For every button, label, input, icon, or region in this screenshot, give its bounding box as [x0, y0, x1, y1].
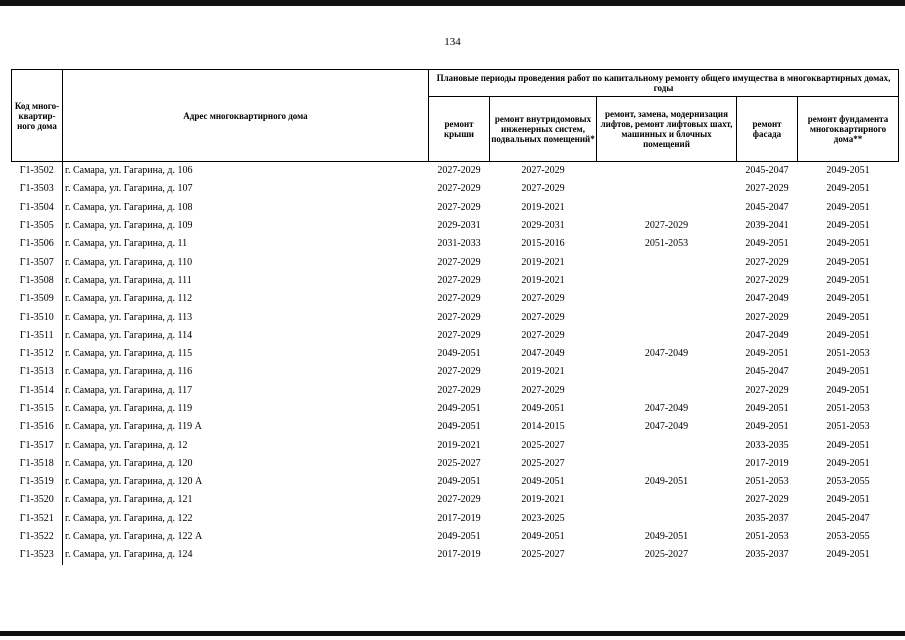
- cell-lifts: 2049-2051: [644, 531, 689, 543]
- cell-lifts: [597, 253, 737, 271]
- cell-code: Г1-3507: [12, 253, 63, 271]
- cell-code: Г1-3502: [12, 162, 63, 181]
- cell-lifts: [597, 436, 737, 454]
- header-lifts: ремонт, замена, модернизация лифтов, ремонт лифтовых шахт, машинных и блочных помещений: [597, 97, 737, 162]
- cell-facade: 2051-2053: [745, 531, 789, 543]
- cell-engineering: 2027-2029: [521, 293, 565, 305]
- cell-code: Г1-3518: [12, 455, 63, 473]
- cell-foundation: 2051-2053: [826, 348, 870, 360]
- cell-engineering: 2019-2021: [521, 274, 565, 286]
- cell-address: г. Самара, ул. Гагарина, д. 119: [65, 403, 193, 414]
- cell-code: Г1-3515: [12, 400, 63, 418]
- cell-roof: 2027-2029: [437, 256, 481, 268]
- cell-lifts: [597, 327, 737, 345]
- table-row: [12, 235, 899, 253]
- table-row: [12, 528, 899, 546]
- cell-foundation: 2049-2051: [826, 274, 870, 286]
- cell-foundation: 2053-2055: [826, 476, 870, 488]
- cell-facade: 2035-2037: [745, 512, 789, 524]
- cell-address: г. Самара, ул. Гагарина, д. 114: [65, 329, 193, 341]
- cell-foundation: 2049-2051: [826, 329, 870, 341]
- cell-lifts: 2047-2049: [644, 348, 689, 360]
- cell-engineering: 2049-2051: [521, 476, 565, 488]
- cell-lifts: 2025-2027: [644, 549, 689, 561]
- cell-foundation: 2051-2053: [826, 421, 870, 433]
- cell-roof: 2017-2019: [437, 512, 481, 524]
- cell-facade: 2035-2037: [745, 549, 789, 561]
- cell-address: г. Самара, ул. Гагарина, д. 12: [65, 439, 188, 451]
- cell-address: г. Самара, ул. Гагарина, д. 11: [65, 238, 188, 250]
- cell-facade: 2027-2029: [745, 256, 789, 268]
- cell-lifts: [597, 199, 737, 217]
- cell-foundation: 2049-2051: [826, 293, 870, 305]
- cell-address: г. Самара, ул. Гагарина, д. 115: [65, 348, 193, 360]
- cell-lifts: [597, 455, 737, 473]
- cell-facade: 2039-2041: [745, 220, 789, 232]
- cell-roof: 2025-2027: [437, 457, 481, 469]
- cell-address: г. Самара, ул. Гагарина, д. 120 А: [65, 476, 203, 488]
- cell-engineering: 2027-2029: [521, 165, 565, 177]
- cell-engineering: 2047-2049: [521, 348, 565, 360]
- cell-address: г. Самара, ул. Гагарина, д. 107: [65, 183, 193, 195]
- header-address: Адрес многоквартирного дома: [63, 70, 429, 162]
- cell-facade: 2049-2051: [745, 421, 789, 433]
- cell-foundation: 2049-2051: [826, 384, 870, 396]
- cell-facade: 2049-2051: [745, 348, 789, 360]
- table-row: [12, 199, 899, 217]
- cell-foundation: 2049-2051: [826, 457, 870, 469]
- cell-lifts: [597, 272, 737, 290]
- cell-code: Г1-3520: [12, 491, 63, 509]
- table-row: [12, 162, 899, 181]
- table-row: [12, 180, 899, 198]
- cell-roof: 2027-2029: [437, 293, 481, 305]
- cell-foundation: 2049-2051: [826, 549, 870, 561]
- cell-facade: 2045-2047: [745, 366, 789, 378]
- cell-facade: 2027-2029: [745, 183, 789, 195]
- cell-address: г. Самара, ул. Гагарина, д. 122: [65, 512, 193, 524]
- cell-engineering: 2019-2021: [521, 366, 565, 378]
- cell-roof: 2019-2021: [437, 439, 481, 451]
- cell-engineering: 2049-2051: [521, 531, 565, 543]
- cell-facade: 2049-2051: [745, 238, 789, 250]
- cell-foundation: 2051-2053: [826, 403, 870, 414]
- cell-roof: 2027-2029: [437, 311, 481, 323]
- cell-engineering: 2015-2016: [521, 238, 565, 250]
- cell-roof: 2027-2029: [437, 329, 481, 341]
- cell-lifts: 2027-2029: [644, 220, 689, 232]
- cell-address: г. Самара, ул. Гагарина, д. 108: [65, 201, 193, 213]
- table-row: [12, 345, 899, 363]
- table-row: [12, 546, 899, 564]
- cell-engineering: 2014-2015: [521, 421, 565, 433]
- cell-roof: 2027-2029: [437, 201, 481, 213]
- cell-code: Г1-3522: [12, 528, 63, 546]
- cell-lifts: [597, 290, 737, 308]
- cell-address: г. Самара, ул. Гагарина, д. 116: [65, 366, 193, 378]
- cell-code: Г1-3505: [12, 217, 63, 235]
- cell-lifts: [597, 162, 737, 181]
- cell-lifts: 2051-2053: [644, 238, 689, 250]
- cell-facade: 2033-2035: [745, 439, 789, 451]
- cell-lifts: [597, 382, 737, 400]
- cell-facade: 2045-2047: [745, 201, 789, 213]
- cell-address: г. Самара, ул. Гагарина, д. 120: [65, 457, 193, 469]
- cell-lifts: [597, 510, 737, 528]
- header-facade: ремонт фасада: [737, 97, 798, 162]
- cell-lifts: [597, 308, 737, 326]
- cell-code: Г1-3523: [12, 546, 63, 564]
- cell-roof: 2027-2029: [437, 366, 481, 378]
- cell-foundation: 2053-2055: [826, 531, 870, 543]
- table-row: [12, 418, 899, 436]
- cell-foundation: 2049-2051: [826, 256, 870, 268]
- cell-foundation: 2049-2051: [826, 165, 870, 177]
- cell-roof: 2049-2051: [437, 348, 481, 360]
- page-number: 134: [444, 36, 461, 48]
- cell-facade: 2047-2049: [745, 293, 789, 305]
- table-body: [12, 162, 899, 565]
- cell-foundation: 2049-2051: [826, 494, 870, 506]
- cell-roof: 2017-2019: [437, 549, 481, 561]
- cell-address: г. Самара, ул. Гагарина, д. 110: [65, 256, 193, 268]
- cell-engineering: 2025-2027: [521, 439, 565, 451]
- cell-foundation: 2049-2051: [826, 201, 870, 213]
- cell-engineering: 2019-2021: [521, 201, 565, 213]
- cell-roof: 2049-2051: [437, 531, 481, 543]
- table-row: [12, 491, 899, 509]
- cell-address: г. Самара, ул. Гагарина, д. 111: [65, 274, 192, 286]
- cell-address: г. Самара, ул. Гагарина, д. 124: [65, 549, 193, 561]
- table-row: [12, 217, 899, 235]
- table-row: [12, 455, 899, 473]
- cell-code: Г1-3521: [12, 510, 63, 528]
- table-row: [12, 272, 899, 290]
- table-row: [12, 290, 899, 308]
- cell-code: Г1-3519: [12, 473, 63, 491]
- table-row: [12, 363, 899, 381]
- cell-foundation: 2045-2047: [826, 512, 870, 524]
- table-row: [12, 382, 899, 400]
- cell-code: Г1-3517: [12, 436, 63, 454]
- cell-address: г. Самара, ул. Гагарина, д. 112: [65, 293, 193, 305]
- header-foundation: ремонт фундамента многоквартирного дома**: [798, 97, 899, 162]
- cell-lifts: [597, 363, 737, 381]
- cell-code: Г1-3509: [12, 290, 63, 308]
- cell-facade: 2017-2019: [745, 457, 789, 469]
- cell-facade: 2027-2029: [745, 311, 789, 323]
- cell-roof: 2049-2051: [437, 476, 481, 488]
- cell-lifts: [597, 491, 737, 509]
- cell-roof: 2049-2051: [437, 403, 481, 414]
- cell-facade: 2027-2029: [745, 274, 789, 286]
- cell-lifts: [597, 180, 737, 198]
- cell-address: г. Самара, ул. Гагарина, д. 121: [65, 494, 193, 506]
- cell-facade: 2047-2049: [745, 329, 789, 341]
- cell-engineering: 2019-2021: [521, 256, 565, 268]
- cell-facade: 2027-2029: [745, 494, 789, 506]
- cell-code: Г1-3516: [12, 418, 63, 436]
- cell-lifts: 2047-2049: [644, 421, 689, 433]
- cell-engineering: 2027-2029: [521, 384, 565, 396]
- cell-foundation: 2049-2051: [826, 311, 870, 323]
- cell-facade: 2027-2029: [745, 384, 789, 396]
- cell-engineering: 2025-2027: [521, 457, 565, 469]
- table-row: [12, 308, 899, 326]
- cell-address: г. Самара, ул. Гагарина, д. 122 А: [65, 531, 203, 543]
- cell-engineering: 2027-2029: [521, 183, 565, 195]
- cell-roof: 2027-2029: [437, 165, 481, 177]
- cell-address: г. Самара, ул. Гагарина, д. 117: [65, 384, 193, 396]
- cell-foundation: 2049-2051: [826, 439, 870, 451]
- table-row: [12, 436, 899, 454]
- cell-facade: 2045-2047: [745, 165, 789, 177]
- cell-facade: 2049-2051: [745, 403, 789, 414]
- cell-code: Г1-3508: [12, 272, 63, 290]
- cell-roof: 2027-2029: [437, 494, 481, 506]
- header-engineering: ремонт внутридомовых инженерных систем, подвальных помещений*: [490, 97, 597, 162]
- cell-foundation: 2049-2051: [826, 220, 870, 232]
- cell-lifts: 2049-2051: [644, 476, 689, 488]
- cell-address: г. Самара, ул. Гагарина, д. 106: [65, 165, 193, 177]
- cell-foundation: 2049-2051: [826, 238, 870, 250]
- cell-code: Г1-3511: [12, 327, 63, 345]
- cell-address: г. Самара, ул. Гагарина, д. 119 А: [65, 421, 202, 433]
- cell-engineering: 2049-2051: [521, 403, 565, 414]
- repair-schedule-table: [11, 69, 899, 565]
- cell-roof: 2049-2051: [437, 421, 481, 433]
- cell-engineering: 2027-2029: [521, 311, 565, 323]
- table-row: [12, 510, 899, 528]
- top-border: [0, 0, 905, 6]
- cell-roof: 2029-2031: [437, 220, 481, 232]
- cell-facade: 2051-2053: [745, 476, 789, 488]
- cell-engineering: 2025-2027: [521, 549, 565, 561]
- cell-foundation: 2049-2051: [826, 366, 870, 378]
- header-code: Код много-квартир-ного дома: [12, 70, 63, 162]
- cell-code: Г1-3513: [12, 363, 63, 381]
- cell-address: г. Самара, ул. Гагарина, д. 109: [65, 220, 193, 232]
- cell-engineering: 2023-2025: [521, 512, 565, 524]
- cell-code: Г1-3510: [12, 308, 63, 326]
- cell-roof: 2027-2029: [437, 183, 481, 195]
- cell-code: Г1-3504: [12, 199, 63, 217]
- cell-roof: 2027-2029: [437, 384, 481, 396]
- cell-code: Г1-3512: [12, 345, 63, 363]
- cell-address: г. Самара, ул. Гагарина, д. 113: [65, 311, 193, 323]
- cell-engineering: 2019-2021: [521, 494, 565, 506]
- header-planned-periods: Плановые периоды проведения работ по капитальному ремонту общего имущества в многоквартирных домах, годы: [429, 70, 899, 97]
- cell-engineering: 2027-2029: [521, 329, 565, 341]
- cell-foundation: 2049-2051: [826, 183, 870, 195]
- table-row: [12, 473, 899, 491]
- table-row: [12, 400, 899, 418]
- cell-engineering: 2029-2031: [521, 220, 565, 232]
- cell-code: Г1-3503: [12, 180, 63, 198]
- cell-code: Г1-3514: [12, 382, 63, 400]
- bottom-border: [0, 631, 905, 636]
- cell-roof: 2027-2029: [437, 274, 481, 286]
- cell-roof: 2031-2033: [437, 238, 481, 250]
- cell-code: Г1-3506: [12, 235, 63, 253]
- table-row: [12, 327, 899, 345]
- header-roof: ремонт крыши: [429, 97, 490, 162]
- cell-lifts: 2047-2049: [644, 403, 689, 414]
- table-row: [12, 253, 899, 271]
